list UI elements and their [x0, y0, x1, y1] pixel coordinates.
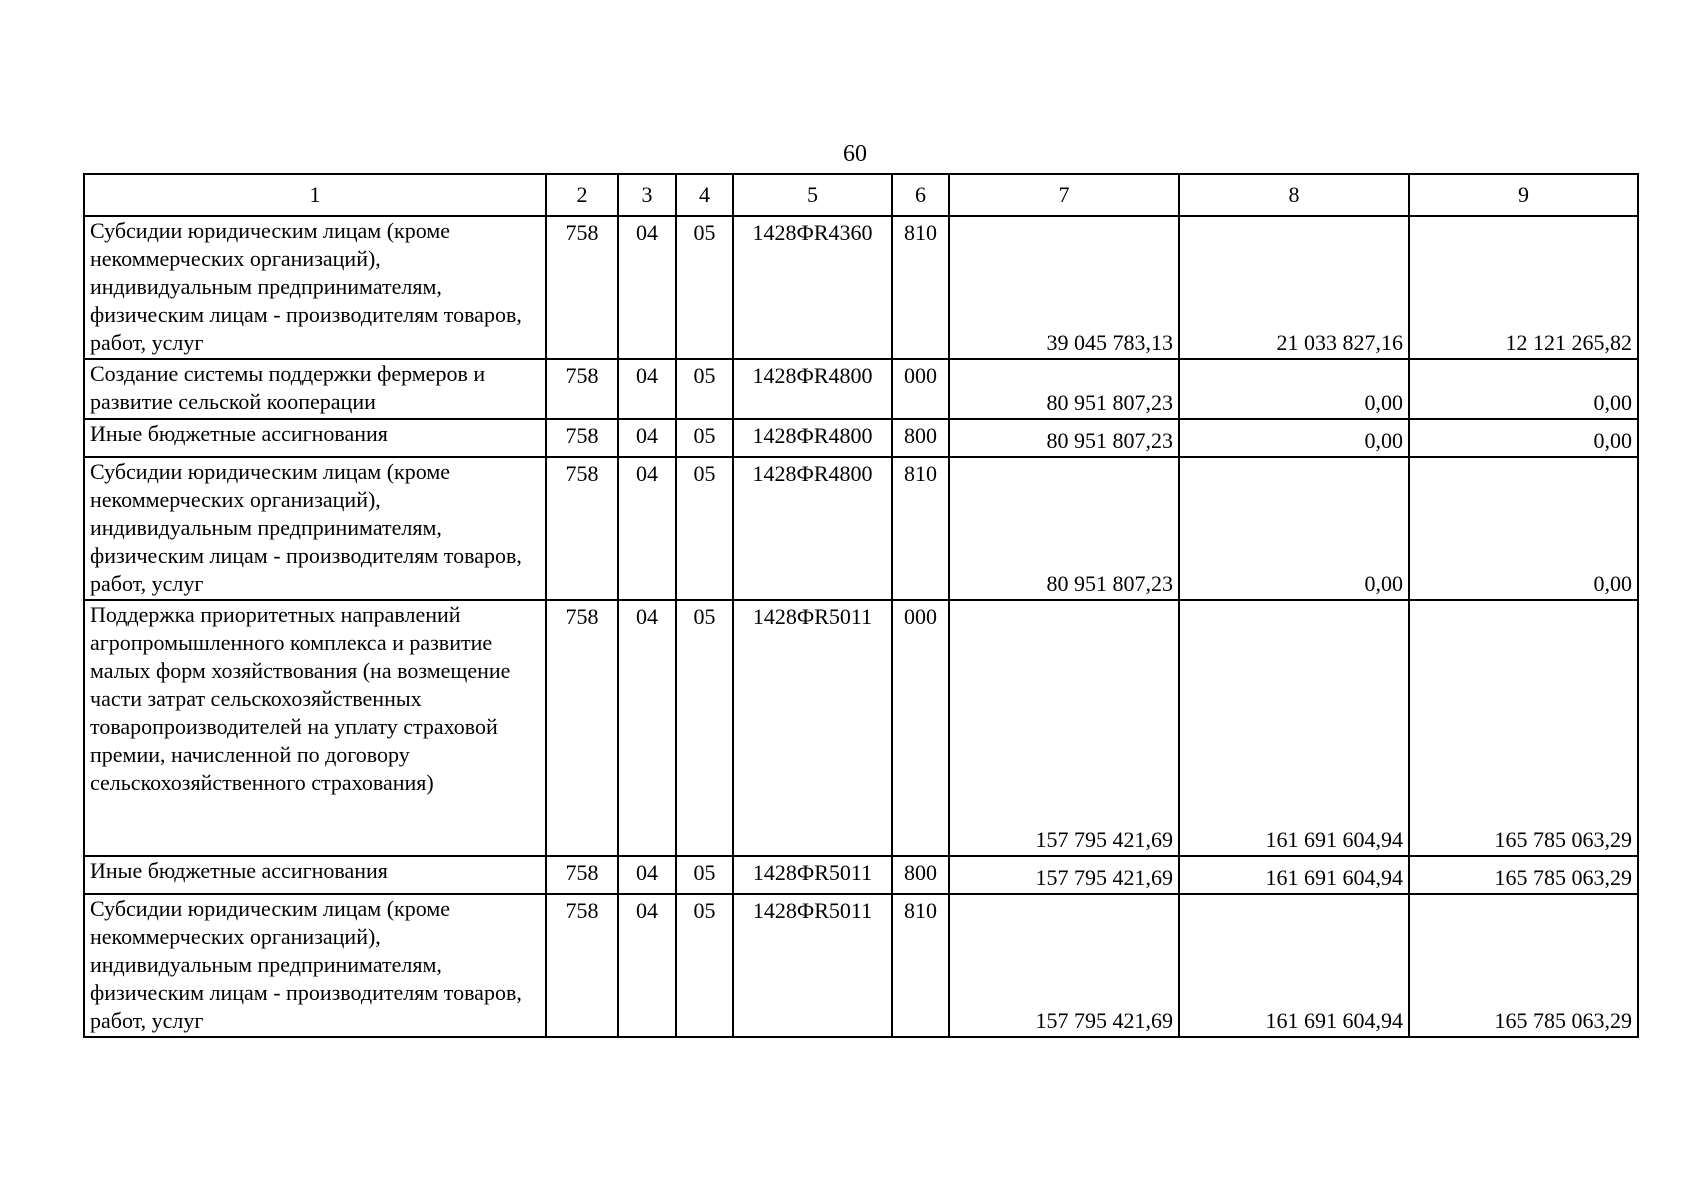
row-description: Иные бюджетные ассигнования [84, 856, 546, 894]
header-cell-col6: 6 [892, 174, 949, 216]
row-code-col5: 1428ФR5011 [733, 600, 892, 856]
row-amount-col9: 0,00 [1409, 359, 1638, 419]
row-code-col6: 800 [892, 419, 949, 457]
row-code-col4: 05 [676, 419, 733, 457]
row-amount-col9: 165 785 063,29 [1409, 894, 1638, 1037]
page-number: 60 [843, 141, 867, 167]
table-row [84, 457, 1638, 600]
row-amount-col8: 161 691 604,94 [1179, 856, 1409, 894]
row-amount-col8: 21 033 827,16 [1179, 216, 1409, 359]
row-amount-col9: 0,00 [1409, 457, 1638, 600]
row-code-col6: 810 [892, 216, 949, 359]
row-code-col2: 758 [546, 894, 618, 1037]
table-row [84, 600, 1638, 856]
row-code-col3: 04 [618, 359, 676, 419]
row-amount-col7: 80 951 807,23 [949, 419, 1179, 457]
table-row [84, 856, 1638, 894]
row-description: Субсидии юридическим лицам (кроме некоммерческих организаций), индивидуальным предпринимателям, физическим лицам - производителям товаров, работ, услуг [84, 457, 546, 600]
row-code-col2: 758 [546, 359, 618, 419]
row-amount-col8: 161 691 604,94 [1179, 600, 1409, 856]
row-code-col5: 1428ФR4360 [733, 216, 892, 359]
table-header-row [84, 174, 1638, 216]
row-code-col2: 758 [546, 856, 618, 894]
row-description: Субсидии юридическим лицам (кроме некоммерческих организаций), индивидуальным предпринимателям, физическим лицам - производителям товаров, работ, услуг [84, 894, 546, 1037]
budget-table [83, 173, 1639, 1038]
row-code-col2: 758 [546, 216, 618, 359]
table-row [84, 216, 1638, 359]
row-amount-col7: 39 045 783,13 [949, 216, 1179, 359]
row-code-col4: 05 [676, 894, 733, 1037]
table-row [84, 419, 1638, 457]
row-code-col2: 758 [546, 600, 618, 856]
row-code-col2: 758 [546, 457, 618, 600]
row-description: Создание системы поддержки фермеров и развитие сельской кооперации [84, 359, 546, 419]
row-code-col4: 05 [676, 600, 733, 856]
header-cell-col4: 4 [676, 174, 733, 216]
row-code-col5: 1428ФR5011 [733, 894, 892, 1037]
row-code-col3: 04 [618, 457, 676, 600]
row-code-col3: 04 [618, 894, 676, 1037]
row-code-col3: 04 [618, 216, 676, 359]
row-code-col3: 04 [618, 856, 676, 894]
header-cell-col5: 5 [733, 174, 892, 216]
table-row [84, 894, 1638, 1037]
row-code-col4: 05 [676, 457, 733, 600]
row-amount-col9: 0,00 [1409, 419, 1638, 457]
row-code-col6: 000 [892, 359, 949, 419]
row-code-col4: 05 [676, 856, 733, 894]
row-code-col3: 04 [618, 600, 676, 856]
row-code-col5: 1428ФR4800 [733, 457, 892, 600]
row-code-col6: 000 [892, 600, 949, 856]
row-description: Поддержка приоритетных направлений агропромышленного комплекса и развитие малых форм хозяйствования (на возмещение части затрат сельскохозяйственных товаропроизводителей на уплату страховой премии, начисленной по договору сельскохозяйственного страхования) [84, 600, 546, 856]
row-amount-col9: 165 785 063,29 [1409, 600, 1638, 856]
header-cell-col7: 7 [949, 174, 1179, 216]
row-description: Иные бюджетные ассигнования [84, 419, 546, 457]
table-row [84, 359, 1638, 419]
row-amount-col7: 80 951 807,23 [949, 359, 1179, 419]
row-amount-col7: 80 951 807,23 [949, 457, 1179, 600]
row-amount-col8: 0,00 [1179, 359, 1409, 419]
row-code-col3: 04 [618, 419, 676, 457]
header-cell-col8: 8 [1179, 174, 1409, 216]
row-amount-col8: 0,00 [1179, 419, 1409, 457]
row-code-col6: 800 [892, 856, 949, 894]
row-amount-col7: 157 795 421,69 [949, 856, 1179, 894]
header-cell-col9: 9 [1409, 174, 1638, 216]
row-amount-col8: 161 691 604,94 [1179, 894, 1409, 1037]
row-amount-col7: 157 795 421,69 [949, 600, 1179, 856]
row-amount-col9: 12 121 265,82 [1409, 216, 1638, 359]
row-code-col4: 05 [676, 359, 733, 419]
row-code-col6: 810 [892, 894, 949, 1037]
header-cell-col2: 2 [546, 174, 618, 216]
row-code-col4: 05 [676, 216, 733, 359]
row-amount-col9: 165 785 063,29 [1409, 856, 1638, 894]
row-code-col5: 1428ФR5011 [733, 856, 892, 894]
row-amount-col7: 157 795 421,69 [949, 894, 1179, 1037]
row-code-col6: 810 [892, 457, 949, 600]
row-code-col5: 1428ФR4800 [733, 359, 892, 419]
header-cell-col3: 3 [618, 174, 676, 216]
row-code-col5: 1428ФR4800 [733, 419, 892, 457]
row-description: Субсидии юридическим лицам (кроме некоммерческих организаций), индивидуальным предпринимателям, физическим лицам - производителям товаров, работ, услуг [84, 216, 546, 359]
row-amount-col8: 0,00 [1179, 457, 1409, 600]
row-code-col2: 758 [546, 419, 618, 457]
header-cell-col1: 1 [84, 174, 546, 216]
